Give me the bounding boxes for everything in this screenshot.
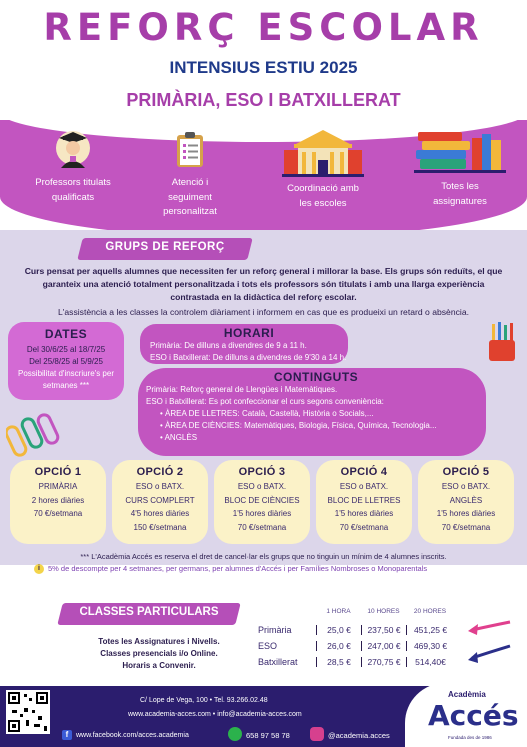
page-title: REFORÇ ESCOLAR [43, 6, 484, 49]
feature-schools [268, 128, 378, 211]
info-icon: i [34, 564, 44, 574]
logo-caption: Acadèmia [448, 690, 486, 699]
feature-line: Atenció i [171, 177, 209, 188]
discount-text: 5% de descompte per 4 setmanes, per germans, per alumnes d'Accés i per Famílies Nombroses o Monoparentals [48, 564, 428, 573]
option-line: 2 hores diàries [31, 495, 85, 505]
school-building-icon [280, 128, 366, 178]
contents-bullet: • ÀREA DE CIÈNCIES: Matemàtiques, Biologia, Física, Química, Tecnologia... [160, 421, 437, 430]
dates-heading: DATES [44, 327, 88, 341]
option-line: ESO o BATX. [237, 482, 287, 491]
option-card-2 [112, 460, 208, 544]
option-line: 70 €/setmana [339, 522, 389, 532]
price-cell: 514,40€ [406, 657, 454, 667]
contents-line: ESO i Batxillerat: Es pot confeccionar el curs segons conveniència: [146, 397, 384, 406]
price-table [258, 608, 454, 670]
option-line: 1'5 hores diàries [436, 509, 496, 519]
option-card-5 [418, 460, 514, 544]
option-line: PRIMÀRIA [38, 482, 78, 491]
price-cell: 451,25 € [406, 625, 454, 635]
private-line: Totes les Assignatures i Nivells. [98, 637, 220, 646]
option-title: OPCIÓ 1 [34, 466, 82, 478]
price-row [258, 622, 454, 638]
option-line: BLOC DE LLETRES [327, 495, 401, 505]
feature-line: Professors titulats [35, 177, 111, 188]
logo-tagline: Fundada des de 1986 [448, 735, 492, 740]
private-line: Horaris a Convenir. [122, 661, 196, 670]
feature-attention [135, 128, 245, 220]
whatsapp-icon[interactable] [228, 727, 242, 741]
intro-line: garanteix una atenció totalment personalitzada i tots els professors són titulats i amb una llarga experiència [42, 278, 485, 289]
subtitle: INTENSIUS ESTIU 2025 [169, 58, 358, 77]
feature-teachers [18, 128, 128, 205]
option-line: 70 €/setmana [237, 522, 287, 532]
price-cell: 237,50 € [361, 625, 406, 635]
cancellation-note: *** L'Acadèmia Accés es reserva el dret de cancel·lar els grups que no tinguin un mínim de 4 alumnes inscrits. [80, 552, 447, 561]
private-description [74, 636, 244, 672]
footer-facebook[interactable]: www.facebook.com/acces.academia [76, 732, 189, 739]
footer-whatsapp[interactable]: 658 97 58 78 [246, 731, 290, 740]
option-line: ESO o BATX. [441, 482, 491, 491]
graduate-icon [51, 128, 95, 172]
contents-heading: CONTINGUTS [273, 370, 359, 384]
option-title: OPCIÓ 4 [340, 466, 388, 478]
feature-subjects [405, 128, 515, 209]
arrow-icon [466, 644, 512, 669]
feature-line: Totes les [441, 181, 479, 192]
price-cell: 469,30 € [406, 641, 454, 651]
option-title: OPCIÓ 3 [238, 466, 286, 478]
groups-heading: GRUPS DE REFORÇ [105, 241, 225, 253]
price-row [258, 654, 454, 670]
option-line: CURS COMPLERT [125, 495, 195, 505]
contents-card [138, 368, 486, 456]
price-header: 20 HORES [413, 608, 447, 615]
dates-line: Del 25/8/25 al 5/9/25 [29, 357, 103, 366]
schedule-heading: HORARI [223, 326, 275, 340]
logo-text: Accés [428, 699, 519, 732]
price-header: 10 HORES [367, 608, 400, 615]
price-cell: 25,0 € [316, 625, 361, 635]
option-line: ESO o BATX. [339, 482, 389, 491]
option-line: 1'5 hores diàries [232, 509, 292, 519]
contents-bullet: • ANGLÈS [160, 433, 198, 442]
option-line: 150 €/setmana [133, 522, 187, 532]
feature-line: qualificats [51, 191, 95, 203]
footer-address: C/ Lope de Vega, 100 • Tel. 93.266.02.48 [140, 697, 268, 704]
option-card-3 [214, 460, 310, 544]
groups-intro [6, 265, 521, 319]
option-line: ANGLÈS [449, 495, 483, 505]
discount-note [34, 564, 514, 574]
private-line: Classes presencials i/o Online. [100, 649, 218, 658]
option-line: ESO o BATX. [135, 482, 185, 491]
dates-line: setmanes *** [42, 381, 90, 390]
footer-web[interactable]: www.academia-acces.com • info@academia-acces.com [128, 711, 302, 718]
contents-bullet: • ÀREA DE LLETRES: Català, Castellà, Història o Socials,... [160, 409, 374, 418]
feature-line: personalitzat [163, 206, 217, 218]
price-level: Primària [258, 625, 292, 635]
instagram-icon[interactable] [310, 727, 324, 741]
clipboard-icon [168, 128, 212, 172]
books-icon [412, 128, 508, 176]
option-line: 4'5 hores diàries [130, 509, 190, 519]
schedule-line: Primària: De dilluns a divendres de 9 a 11 h. [150, 341, 307, 350]
pencil-cup-icon [486, 322, 518, 367]
levels-heading: PRIMÀRIA, ESO I BATXILLERAT [126, 90, 401, 110]
option-card-1 [10, 460, 106, 544]
option-title: OPCIÓ 5 [442, 466, 490, 478]
option-title: OPCIÓ 2 [136, 466, 184, 478]
price-level: ESO [258, 641, 278, 651]
intro-line: contrastada en la didàctica del reforç escolar. [170, 291, 357, 302]
price-cell: 28,5 € [316, 657, 361, 667]
intro-line: L'assistència a les classes la controlem diàriament i informem en cas que es produeixi un retard o absència. [57, 306, 469, 317]
schedule-line: ESO i Batxillerat: De dilluns a divendres de 9'30 a 14 h. [150, 353, 347, 362]
dates-card [8, 322, 124, 400]
paperclips-icon [6, 412, 68, 465]
feature-line: Coordinació amb [287, 183, 359, 194]
option-line: 1'5 hores diàries [334, 509, 394, 519]
price-cell: 270,75 € [361, 657, 406, 667]
arrow-icon [466, 618, 512, 643]
price-row [258, 638, 454, 654]
price-level: Batxillerat [258, 657, 298, 667]
footer-instagram[interactable]: @academia.acces [328, 731, 390, 740]
facebook-icon[interactable]: f [62, 730, 72, 740]
dates-line: Possibilitat d'inscriure's per [18, 369, 114, 378]
dates-line: Del 30/6/25 al 18/7/25 [26, 345, 106, 354]
price-cell: 247,00 € [361, 641, 406, 651]
intro-line: Curs pensat per aquells alumnes que necessiten fer un reforç general i millorar la base. Els grups són reduïts, el que [24, 266, 503, 276]
option-card-4 [316, 460, 412, 544]
feature-line: les escoles [299, 197, 347, 209]
option-line: 70 €/setmana [33, 509, 83, 519]
schedule-card [140, 324, 348, 364]
option-line: 70 €/setmana [441, 522, 491, 532]
feature-line: assignatures [433, 195, 487, 207]
contents-line: Primària: Reforç general de Llengües i Matemàtiques. [146, 385, 338, 394]
price-header: 1 HORA [326, 608, 351, 615]
price-cell: 26,0 € [316, 641, 361, 651]
option-line: BLOC DE CIÈNCIES [224, 495, 300, 505]
qr-code-icon[interactable] [6, 690, 50, 734]
feature-line: seguiment [168, 191, 212, 203]
private-heading: CLASSES PARTICULARS [79, 606, 219, 618]
